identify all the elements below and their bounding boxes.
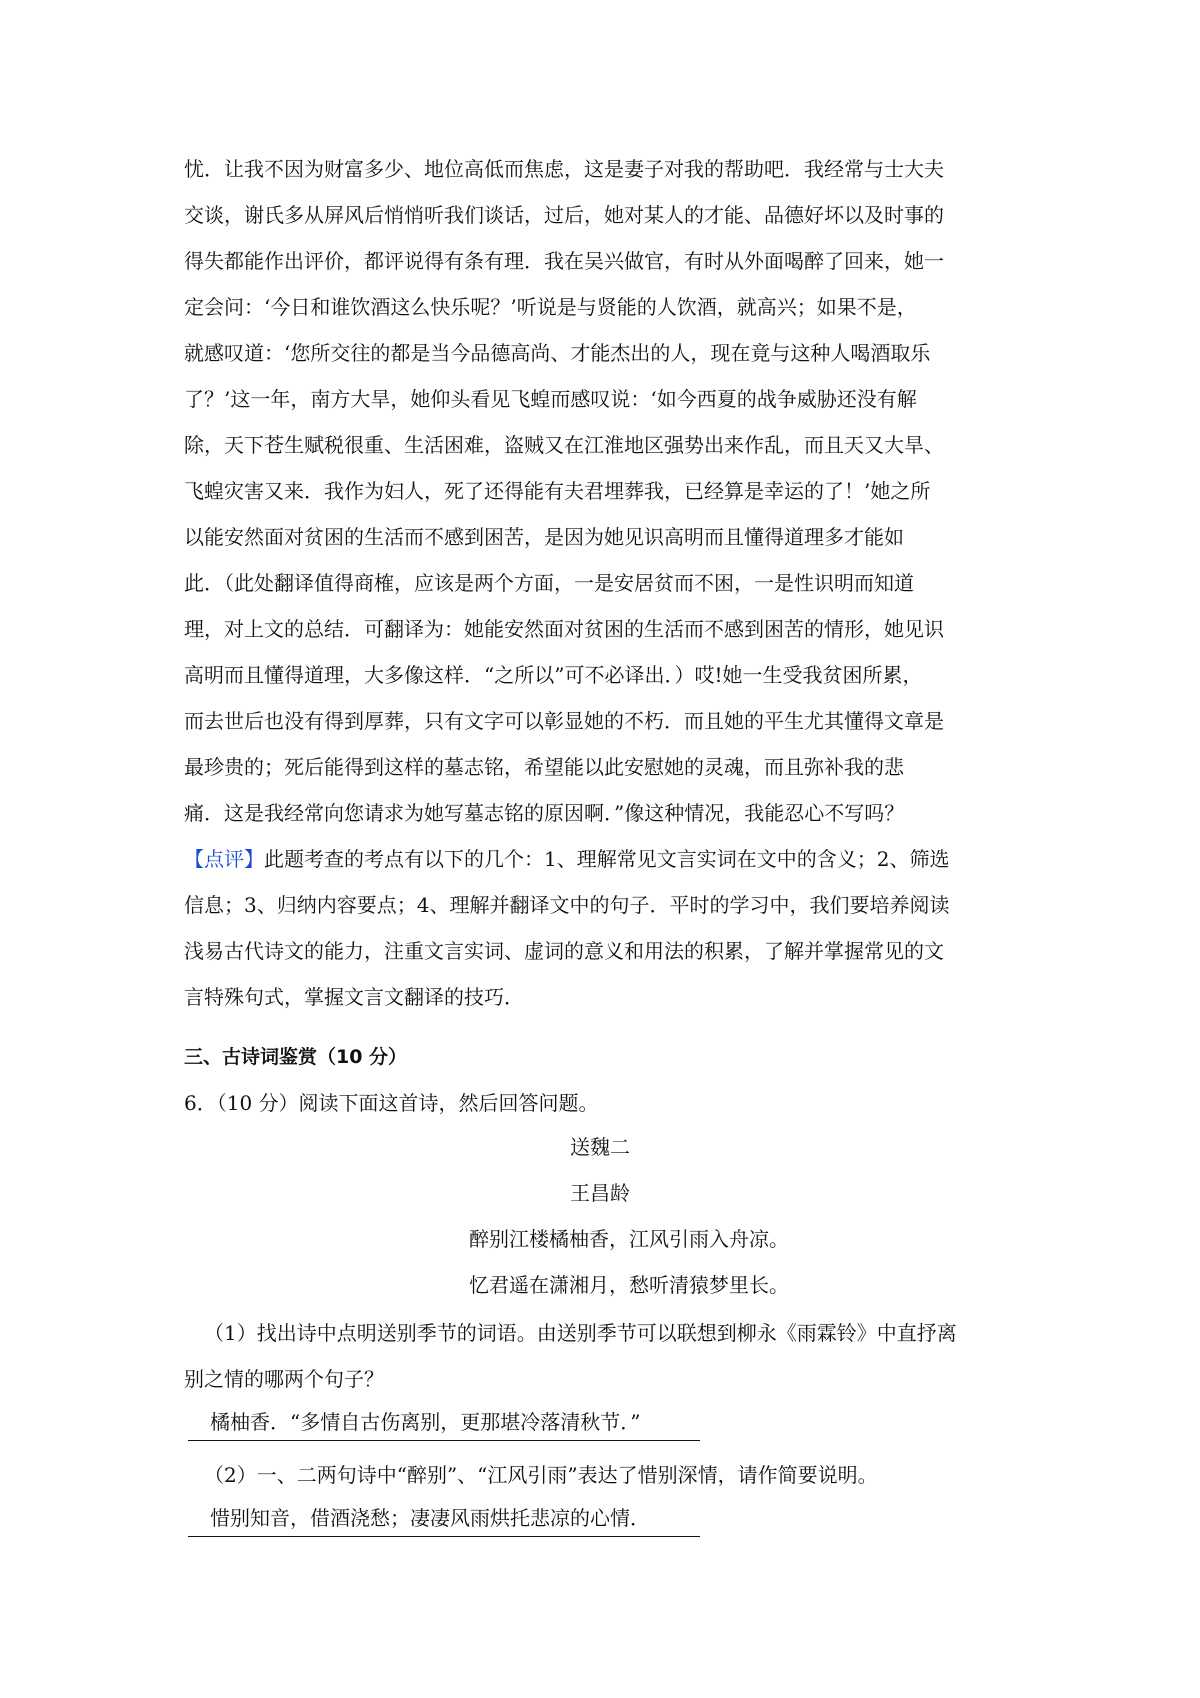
section-title: 三、古诗词鉴赏（10 分）: [184, 1046, 408, 1068]
translation-line: 高明而且懂得道理，大多像这样．“之所以”可不必译出．）哎!她一生受我贫困所累，: [184, 663, 923, 687]
comment-text: 此题考查的考点有以下的几个：1、理解常见文言实词在文中的含义；2、筛选: [264, 847, 950, 871]
sub-question-1: （1）找出诗中点明送别季节的词语。由送别季节可以联想到柳永《雨霖铃》中直抒离: [204, 1321, 957, 1345]
translation-line: 而去世后也没有得到厚葬，只有文字可以彰显她的不朽．而且她的平生尤其懂得文章是: [184, 709, 944, 733]
translation-line: 定会问：‘今日和谁饮酒这么快乐呢？’听说是与贤能的人饮酒，就高兴；如果不是，: [184, 295, 917, 319]
translation-line: 除，天下苍生赋税很重、生活困难，盗贼又在江淮地区强势出来作乱，而且天又大旱、: [184, 433, 944, 457]
translation-line: 了？’这一年，南方大旱，她仰头看见飞蝗而感叹说：‘如今西夏的战争威胁还没有解: [184, 387, 917, 411]
comment-line: 言特殊句式，掌握文言文翻译的技巧．: [184, 985, 524, 1009]
poem-line: 忆君遥在潇湘月，愁听清猿梦里长。: [469, 1273, 789, 1297]
translation-line: 最珍贵的；死后能得到这样的墓志铭，希望能以此安慰她的灵魂，而且弥补我的悲: [184, 755, 904, 779]
translation-line: 以能安然面对贫困的生活而不感到困苦，是因为她见识高明而且懂得道理多才能如: [184, 525, 904, 549]
translation-line: 理，对上文的总结．可翻译为：她能安然面对贫困的生活而不感到困苦的情形，她见识: [184, 617, 944, 641]
translation-line: 痛．这是我经常向您请求为她写墓志铭的原因啊．”像这种情况，我能忍心不写吗？: [184, 801, 905, 825]
poem-title: 送魏二: [570, 1135, 630, 1159]
comment-tag: 【点评】: [184, 847, 264, 871]
poem-author: 王昌龄: [570, 1181, 630, 1205]
poem-line: 醉别江楼橘柚香，江风引雨入舟凉。: [469, 1227, 789, 1251]
comment-line: 信息；3、归纳内容要点；4、理解并翻译文中的句子．平时的学习中，我们要培养阅读: [184, 893, 950, 917]
translation-line: 忧．让我不因为财富多少、地位高低而焦虑，这是妻子对我的帮助吧．我经常与士大夫: [184, 157, 944, 181]
translation-passage: [184, 146, 1030, 1020]
translation-line: 就感叹道：‘您所交往的都是当今品德高尚、才能杰出的人，现在竟与这种人喝酒取乐: [184, 341, 931, 365]
comment-first-line: [184, 836, 1030, 882]
translation-line: 此．（此处翻译值得商榷，应该是两个方面，一是安居贫而不困，一是性识明而知道: [184, 571, 914, 595]
translation-line: 得失都能作出评价，都评说得有条有理．我在吴兴做官，有时从外面喝醉了回来，她一: [184, 249, 944, 273]
answer-2: 惜别知音，借酒浇愁；凄凄风雨烘托悲凉的心情．: [188, 1500, 700, 1537]
translation-line: 飞蝗灾害又来．我作为妇人，死了还得能有夫君埋葬我，已经算是幸运的了！’她之所: [184, 479, 931, 503]
comment-line: 浅易古代诗文的能力，注重文言实词、虚词的意义和用法的积累，了解并掌握常见的文: [184, 939, 944, 963]
translation-line: 交谈，谢氏多从屏风后悄悄听我们谈话，过后，她对某人的才能、品德好坏以及时事的: [184, 203, 944, 227]
question-stem: 6．（10 分）阅读下面这首诗，然后回答问题。: [184, 1091, 599, 1115]
answer-1: 橘柚香．“多情自古伤离别，更那堪冷落清秋节．”: [188, 1404, 700, 1441]
sub-question-2: （2）一、二两句诗中“醉别”、“江风引雨”表达了惜别深情，请作简要说明。: [204, 1463, 878, 1487]
sub-question-1-continued: 别之情的哪两个句子？: [184, 1367, 384, 1391]
